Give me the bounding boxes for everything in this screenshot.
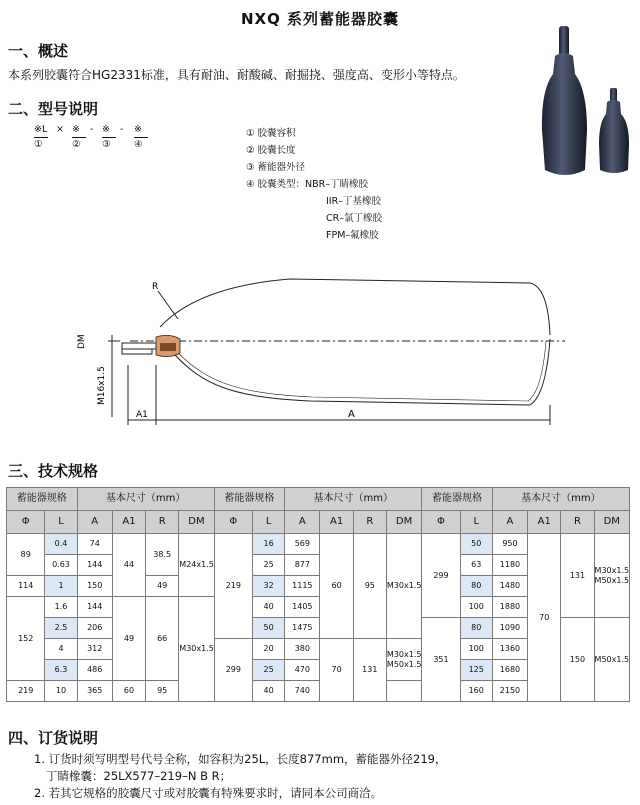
cell-dm: M30x1.5	[386, 534, 421, 639]
cell-dm	[386, 681, 421, 702]
cell-a: 365	[77, 681, 112, 702]
cell-a: 1480	[492, 576, 527, 597]
code-sep-x: ×	[56, 124, 64, 135]
model-legend	[246, 125, 382, 244]
legend-item: FPM–氟橡胶	[326, 230, 379, 241]
cell-dm: M30x1.5	[179, 597, 214, 702]
cell-a: 1680	[492, 660, 527, 681]
table-header-row	[7, 511, 630, 534]
legend-item: ① 胶囊容积	[246, 128, 296, 139]
header-cell: R	[561, 511, 594, 534]
cell-phi: 219	[214, 534, 252, 639]
header-cell: Φ	[422, 511, 460, 534]
header-cell: R	[146, 511, 179, 534]
order-line-2: 2. 若其它规格的胶囊尺寸或对胶囊有特殊要求时，请同本公司商洽。	[34, 786, 383, 800]
cell-a1: 60	[320, 534, 353, 639]
cell-phi: 152	[7, 597, 45, 681]
cell-a: 380	[285, 639, 320, 660]
header-cell: A	[285, 511, 320, 534]
cell-a: 877	[285, 555, 320, 576]
cell-l: 100	[460, 639, 492, 660]
model-code	[34, 124, 184, 154]
label-a1: A1	[136, 410, 148, 420]
header-cell: DM	[179, 511, 214, 534]
cell-l: 20	[253, 639, 285, 660]
header-cell: A1	[112, 511, 145, 534]
cell-a: 144	[77, 597, 112, 618]
header-cell: L	[460, 511, 492, 534]
section-overview-heading: 一、概述	[8, 42, 69, 60]
cell-a: 2150	[492, 681, 527, 702]
header-cell: DM	[386, 511, 421, 534]
cell-l: 32	[253, 576, 285, 597]
cell-a: 144	[77, 555, 112, 576]
cell-r: 49	[146, 576, 179, 597]
header-cell: 基本尺寸（mm）	[77, 488, 214, 511]
cell-a: 1405	[285, 597, 320, 618]
code-num-4: ④	[134, 139, 143, 150]
header-cell: 蓄能器规格	[7, 488, 78, 511]
cell-l: 2.5	[45, 618, 77, 639]
cell-l: 50	[460, 534, 492, 555]
code-part-diameter: ※	[102, 124, 110, 135]
legend-item: CR–氯丁橡胶	[326, 213, 382, 224]
cell-l: 1.6	[45, 597, 77, 618]
code-num-2: ②	[72, 139, 81, 150]
cell-l: 25	[253, 555, 285, 576]
cell-l: 80	[460, 576, 492, 597]
cell-l: 125	[460, 660, 492, 681]
header-cell: R	[353, 511, 386, 534]
cell-l: 16	[253, 534, 285, 555]
cell-r: 95	[353, 534, 386, 639]
header-cell: DM	[594, 511, 629, 534]
cell-a1: 70	[320, 639, 353, 702]
cell-a: 470	[285, 660, 320, 681]
small-bladder	[599, 88, 629, 173]
cell-l: 6.3	[45, 660, 77, 681]
section-specs-heading: 三、技术规格	[8, 462, 99, 480]
order-line-1b: 丁睛橡囊：25LX577–219–N B R；	[46, 769, 232, 783]
section-order-heading: 四、订货说明	[8, 729, 99, 747]
code-part-type: ※	[134, 124, 142, 135]
header-cell: 基本尺寸（mm）	[285, 488, 422, 511]
cell-l: 100	[460, 597, 492, 618]
cell-dm: M30x1.5 M50x1.5	[594, 534, 629, 618]
cell-a: 740	[285, 681, 320, 702]
legend-item: ④ 胶囊类型：NBR–丁睛橡胶	[246, 179, 369, 190]
cell-l: 0.4	[45, 534, 77, 555]
header-cell: A1	[528, 511, 561, 534]
cell-l: 50	[253, 618, 285, 639]
cell-r: 38.5	[146, 534, 179, 576]
cell-l: 1	[45, 576, 77, 597]
header-cell: Φ	[7, 511, 45, 534]
header-cell: A	[77, 511, 112, 534]
cell-phi: 299	[422, 534, 460, 618]
cell-a: 150	[77, 576, 112, 597]
code-part-volume: ※L	[34, 124, 48, 135]
header-cell: L	[253, 511, 285, 534]
page-title: NXQ 系列蓄能器胶囊	[240, 10, 400, 28]
code-sep-dash1: -	[90, 124, 94, 135]
header-cell: 基本尺寸（mm）	[492, 488, 629, 511]
cell-a1: 49	[112, 597, 145, 681]
cell-l: 160	[460, 681, 492, 702]
bladder-photo	[525, 20, 635, 195]
cell-phi: 299	[214, 639, 252, 702]
large-bladder	[542, 26, 587, 175]
label-m16: M16x1.5	[97, 366, 107, 405]
cell-a1: 60	[112, 681, 145, 702]
bladder-drawing	[60, 265, 580, 440]
cell-a: 1880	[492, 597, 527, 618]
overview-text: 本系列胶囊符合HG2331标准，具有耐油、耐酸碱、耐掘挠、强度高、变形小等特点。	[8, 68, 465, 82]
header-cell: L	[45, 511, 77, 534]
legend-item: IIR–丁基橡胶	[326, 196, 381, 207]
legend-item: ③ 蓄能器外径	[246, 162, 306, 173]
cell-a1: 44	[112, 534, 145, 597]
cell-dm: M24x1.5	[179, 534, 214, 597]
header-cell: A	[492, 511, 527, 534]
label-a: A	[348, 409, 355, 420]
code-part-length: ※	[72, 124, 80, 135]
cell-l: 40	[253, 597, 285, 618]
cell-r: 131	[561, 534, 594, 618]
cell-a: 486	[77, 660, 112, 681]
cell-a1: 70	[528, 534, 561, 702]
cell-a: 1180	[492, 555, 527, 576]
cell-l: 4	[45, 639, 77, 660]
cell-a: 74	[77, 534, 112, 555]
cell-a: 569	[285, 534, 320, 555]
cell-a: 950	[492, 534, 527, 555]
cell-l: 63	[460, 555, 492, 576]
table-header-row	[7, 488, 630, 511]
code-num-1: ①	[34, 139, 43, 150]
cell-dm: M50x1.5	[594, 618, 629, 702]
order-line-1: 1. 订货时须写明型号代号全称，如容积为25L，长度877mm，蓄能器外径219，	[34, 752, 447, 766]
header-cell: 蓄能器规格	[214, 488, 285, 511]
cell-a: 312	[77, 639, 112, 660]
cell-r: 150	[561, 618, 594, 702]
cell-phi: 89	[7, 534, 45, 576]
cell-r: 95	[146, 681, 179, 702]
table-row	[7, 534, 630, 555]
header-cell: Φ	[214, 511, 252, 534]
cell-r: 66	[146, 597, 179, 681]
cell-l: 0.63	[45, 555, 77, 576]
cell-a: 1360	[492, 639, 527, 660]
cell-l: 25	[253, 660, 285, 681]
section-model-heading: 二、型号说明	[8, 100, 99, 118]
cell-a: 1090	[492, 618, 527, 639]
code-num-3: ③	[102, 139, 111, 150]
cell-l: 80	[460, 618, 492, 639]
cell-l: 40	[253, 681, 285, 702]
legend-item: ② 胶囊长度	[246, 145, 296, 156]
cell-l: 10	[45, 681, 77, 702]
spec-table	[6, 487, 630, 702]
cell-dm: M30x1.5 M50x1.5	[386, 639, 421, 681]
cell-phi: 114	[7, 576, 45, 597]
cell-a: 1115	[285, 576, 320, 597]
header-cell: A1	[320, 511, 353, 534]
code-sep-dash2: -	[120, 124, 124, 135]
label-dm: DM	[77, 334, 87, 349]
cell-a: 206	[77, 618, 112, 639]
fitting-detail	[156, 335, 180, 356]
cell-phi: 351	[422, 618, 460, 702]
header-cell: 蓄能器规格	[422, 488, 493, 511]
label-r: R	[152, 282, 159, 292]
cell-phi: 219	[7, 681, 45, 702]
cell-a: 1475	[285, 618, 320, 639]
cell-r: 131	[353, 639, 386, 702]
